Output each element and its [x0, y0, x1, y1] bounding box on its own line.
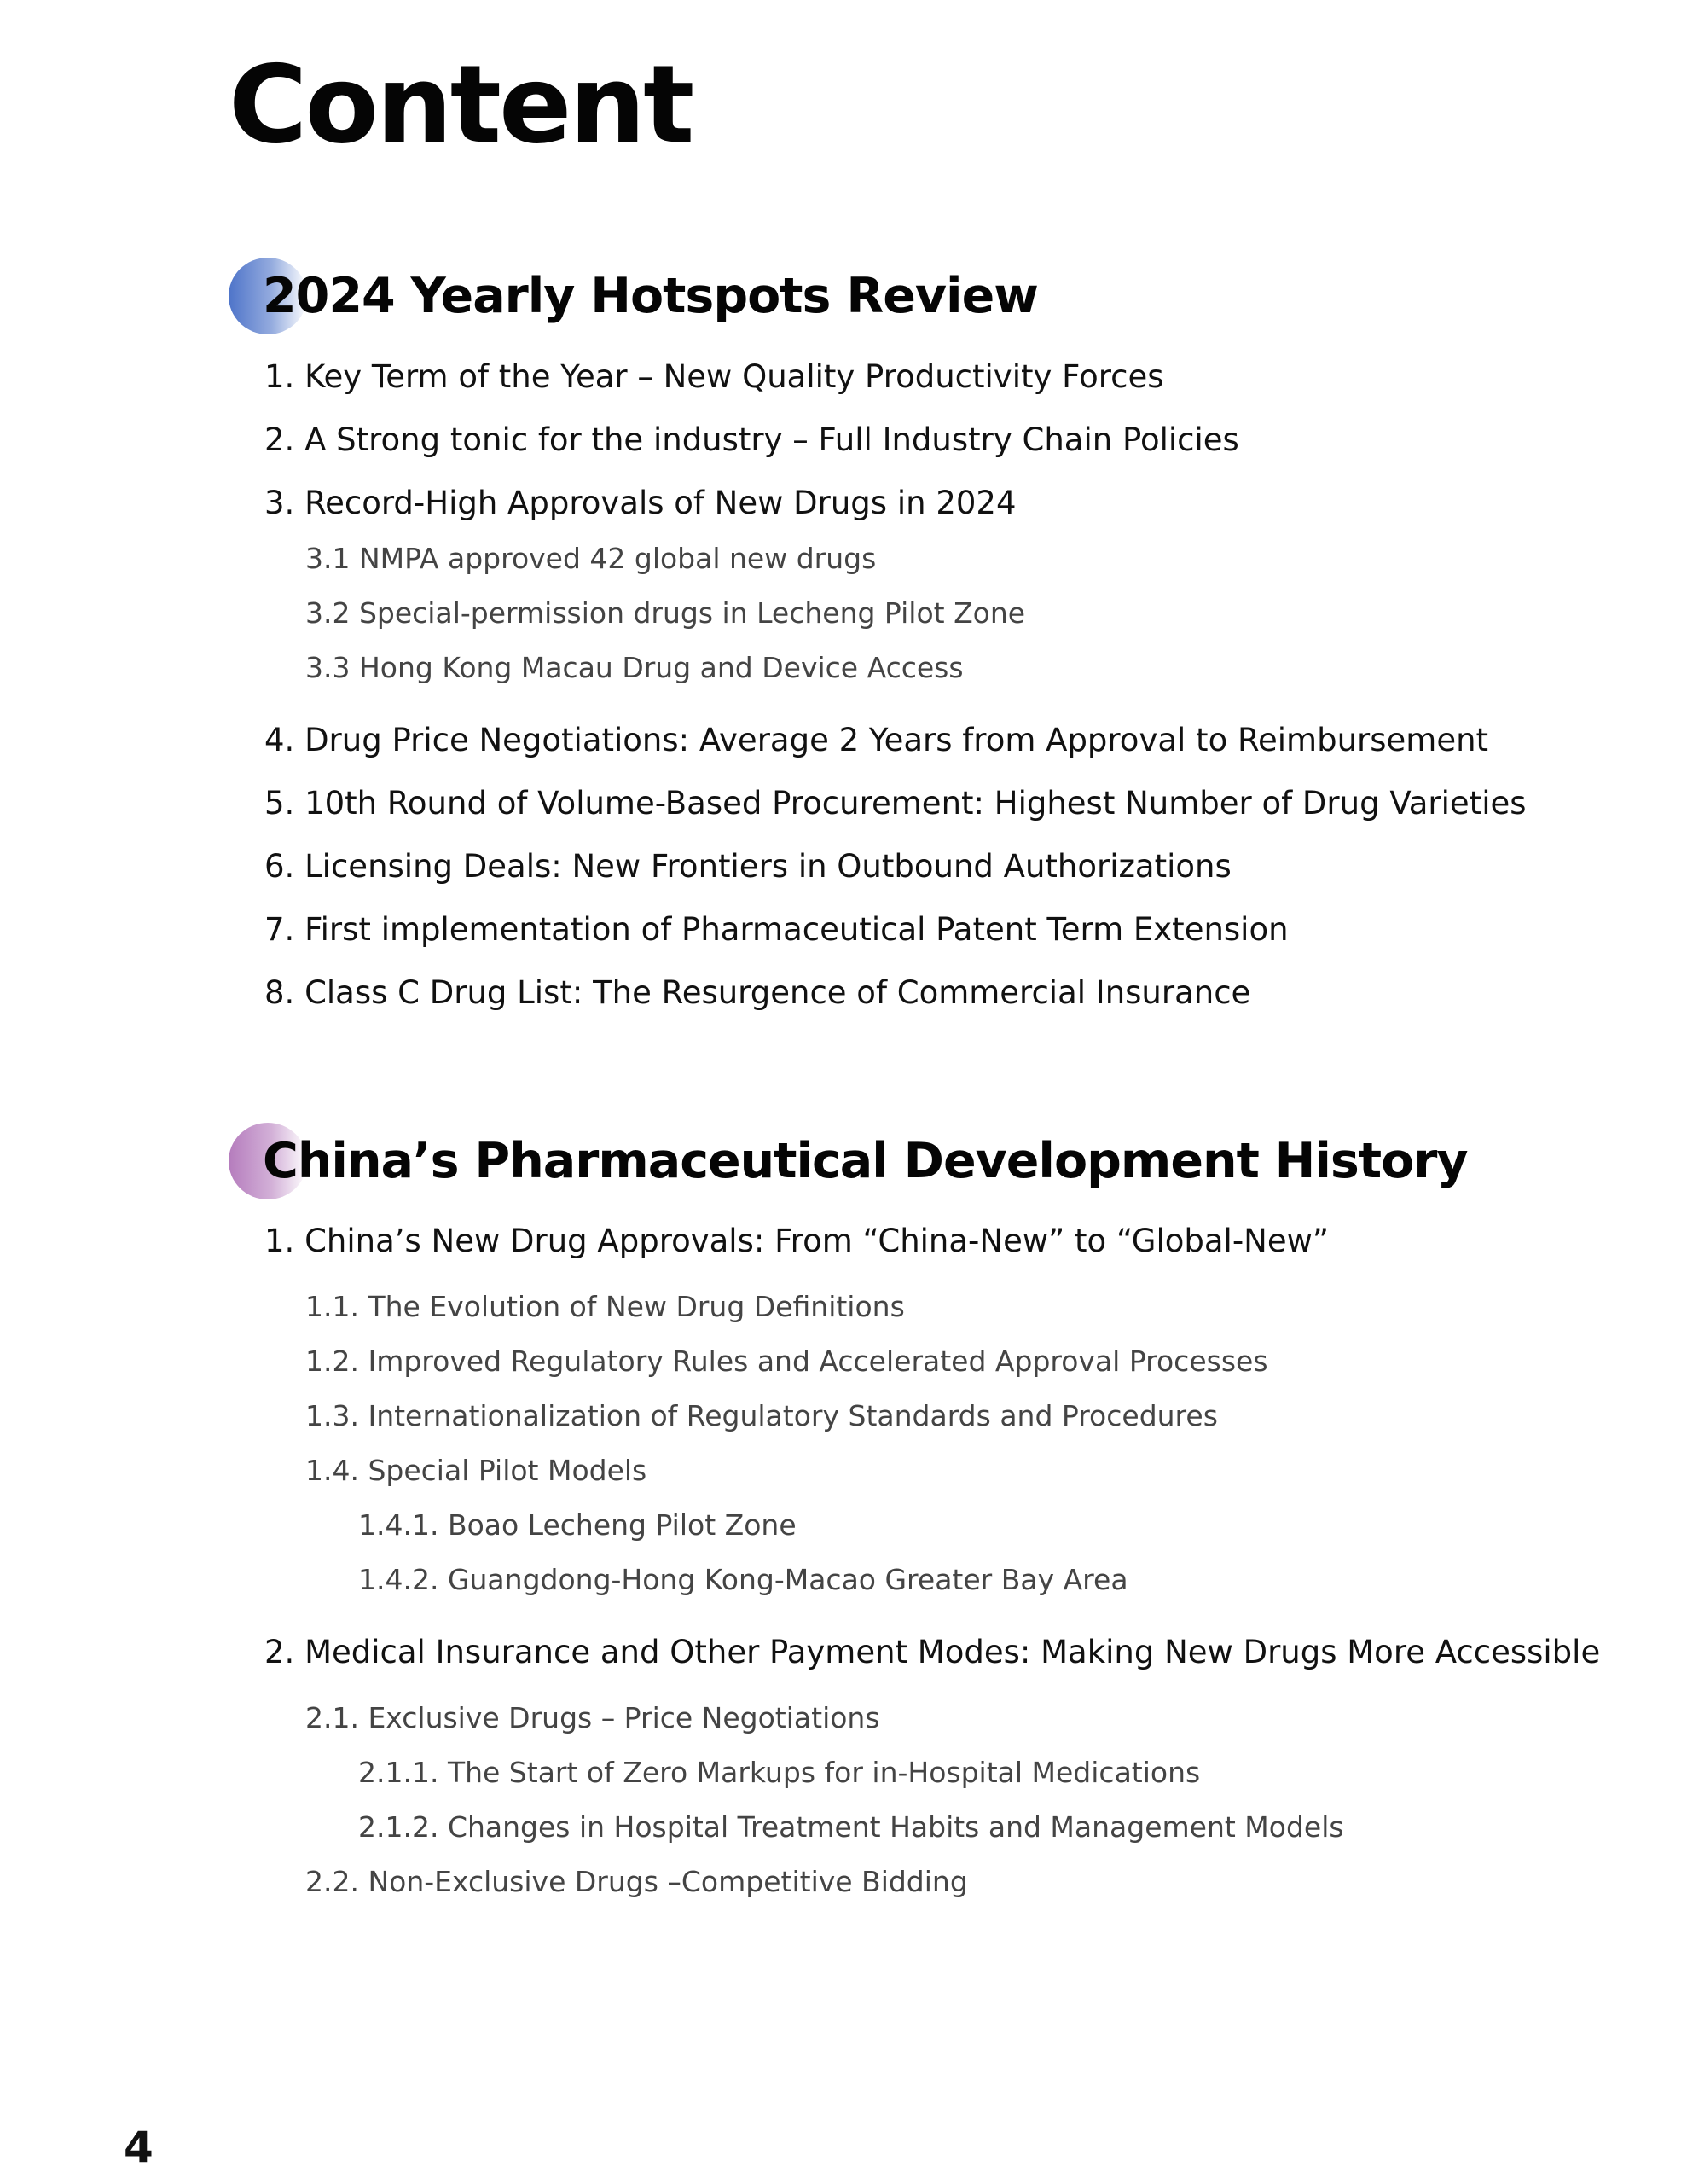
- toc-subsubitem[interactable]: 1.4.2. Guangdong-Hong Kong-Macao Greater Bay Area: [358, 1563, 1128, 1596]
- toc-item[interactable]: 2. A Strong tonic for the industry – Full Industry Chain Policies: [264, 421, 1239, 458]
- toc-subitem[interactable]: 2.1. Exclusive Drugs – Price Negotiations: [305, 1701, 880, 1734]
- toc-item[interactable]: 2. Medical Insurance and Other Payment Modes: Making New Drugs More Accessible: [264, 1634, 1601, 1670]
- toc-subitem[interactable]: 3.2 Special-permission drugs in Lecheng Pilot Zone: [305, 596, 1026, 630]
- section-title: 2024 Yearly Hotspots Review: [263, 268, 1038, 324]
- toc-subitem[interactable]: 1.4. Special Pilot Models: [305, 1454, 647, 1487]
- toc-item[interactable]: 6. Licensing Deals: New Frontiers in Outbound Authorizations: [264, 848, 1232, 885]
- section-heading-history: [229, 1123, 1468, 1199]
- toc-item[interactable]: 8. Class C Drug List: The Resurgence of Commercial Insurance: [264, 974, 1251, 1011]
- toc-item[interactable]: 4. Drug Price Negotiations: Average 2 Years from Approval to Reimbursement: [264, 722, 1489, 758]
- toc-item[interactable]: 1. Key Term of the Year – New Quality Productivity Forces: [264, 358, 1164, 395]
- toc-subsubitem[interactable]: 2.1.1. The Start of Zero Markups for in-Hospital Medications: [358, 1756, 1201, 1789]
- toc-subsubitem[interactable]: 1.4.1. Boao Lecheng Pilot Zone: [358, 1508, 797, 1542]
- toc-item[interactable]: 3. Record-High Approvals of New Drugs in 2024: [264, 485, 1017, 521]
- toc-subitem[interactable]: 3.1 NMPA approved 42 global new drugs: [305, 542, 877, 575]
- toc-subitem[interactable]: 1.3. Internationalization of Regulatory Standards and Procedures: [305, 1399, 1218, 1432]
- toc-subitem[interactable]: 1.2. Improved Regulatory Rules and Accelerated Approval Processes: [305, 1345, 1268, 1378]
- toc-item[interactable]: 7. First implementation of Pharmaceutical Patent Term Extension: [264, 911, 1289, 948]
- toc-subitem[interactable]: 3.3 Hong Kong Macau Drug and Device Access: [305, 651, 964, 684]
- page-title: Content: [229, 42, 693, 167]
- page-number: 4: [124, 2123, 154, 2172]
- section-title: China’s Pharmaceutical Development History: [263, 1133, 1468, 1189]
- toc-item[interactable]: 5. 10th Round of Volume-Based Procurement: Highest Number of Drug Varieties: [264, 785, 1527, 822]
- section-heading-hotspots: [229, 258, 1038, 334]
- toc-subitem[interactable]: 2.2. Non-Exclusive Drugs –Competitive Bidding: [305, 1865, 968, 1898]
- toc-subsubitem[interactable]: 2.1.2. Changes in Hospital Treatment Habits and Management Models: [358, 1810, 1344, 1844]
- toc-item[interactable]: 1. China’s New Drug Approvals: From “China-New” to “Global-New”: [264, 1223, 1330, 1259]
- toc-subitem[interactable]: 1.1. The Evolution of New Drug Definitions: [305, 1290, 905, 1323]
